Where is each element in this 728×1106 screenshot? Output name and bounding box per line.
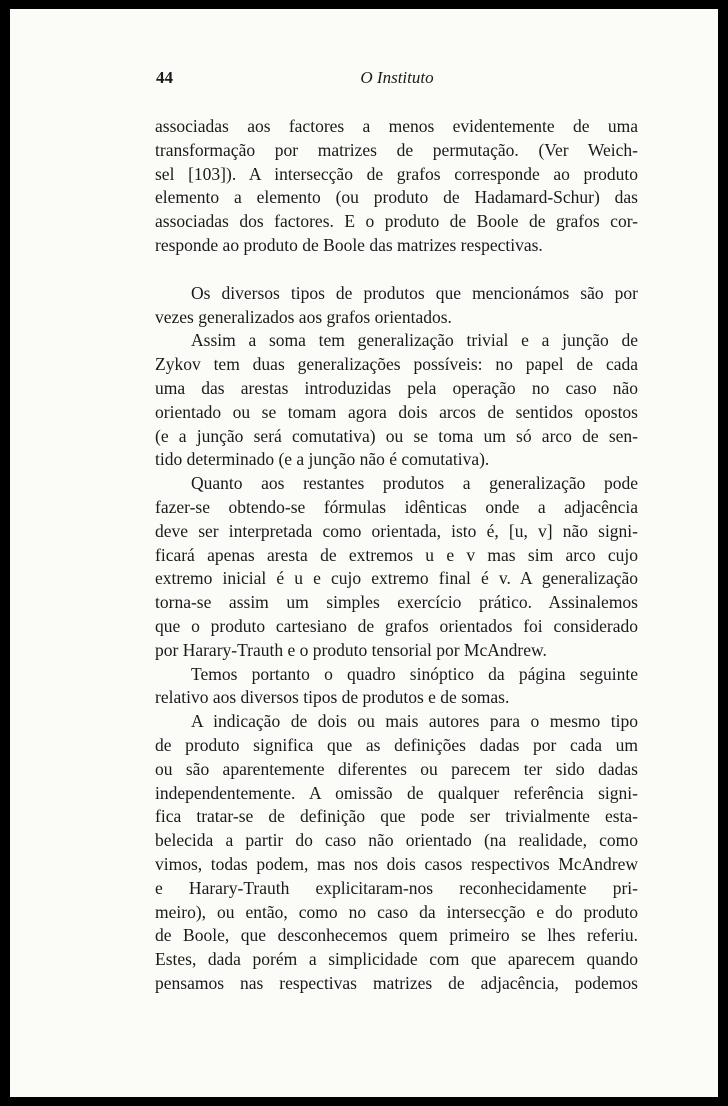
text-line: Os diversos tipos de produtos que mencionámos são por [191, 282, 638, 303]
text-line: associadas dos factores. E o produto de Boole de grafos cor- [155, 211, 638, 232]
page-number: 44 [156, 68, 173, 87]
text-line: sel [103]). A intersecção de grafos corresponde ao produto [155, 163, 638, 184]
body-text [155, 115, 638, 996]
text-line: uma das arestas introduzidas pela operação no caso não [155, 377, 638, 398]
text-line: relativo aos diversos tipos de produtos e de somas. [155, 687, 510, 708]
text-line: independentemente. A omissão de qualquer referência signi- [155, 782, 638, 803]
running-title: O Instituto [360, 68, 434, 87]
text-line: A indicação de dois ou mais autores para o mesmo tipo [191, 711, 638, 732]
text-line: elemento a elemento (ou produto de Hadamard-Schur) das [155, 187, 638, 208]
paragraph [155, 282, 638, 330]
page-header [156, 68, 638, 94]
text-line: transformação por matrizes de permutação. (Ver Weich- [155, 139, 638, 160]
text-line: Assim a soma tem generalização trivial e a junção de [191, 330, 638, 351]
text-line: por Harary-Trauth e o produto tensorial por McAndrew. [155, 639, 547, 660]
text-line: ou são aparentemente diferentes ou parecem ter sido dadas [155, 758, 638, 779]
text-line: Temos portanto o quadro sinóptico da página seguinte [191, 663, 638, 684]
text-line: (e a junção será comutativa) ou se toma um só arco de sen- [155, 425, 638, 446]
text-line: torna-se assim um simples exercício prático. Assinalemos [155, 592, 638, 613]
text-line: de Boole, que desconhecemos quem primeiro se lhes referiu. [155, 925, 638, 946]
text-line: ficará apenas aresta de extremos u e v mas sim arco cujo [155, 544, 638, 565]
text-line: meiro), ou então, como no caso da intersecção e do produto [155, 901, 638, 922]
text-line: responde ao produto de Boole das matrizes respectivas. [155, 234, 543, 255]
text-line: belecida a partir do caso não orientado (na realidade, como [155, 830, 638, 851]
text-line: pensamos nas respectivas matrizes de adjacência, podemos [155, 972, 638, 993]
text-line: Zykov tem duas generalizações possíveis: no papel de cada [155, 354, 638, 375]
text-line: Quanto aos restantes produtos a generalização pode [191, 473, 638, 494]
text-line: de produto significa que as definições dadas por cada um [155, 734, 638, 755]
text-line: vimos, todas podem, mas nos dois casos respectivos McAndrew [155, 853, 638, 874]
text-line: vezes generalizados aos grafos orientados. [155, 306, 452, 327]
paragraph [155, 329, 638, 472]
text-line: que o produto cartesiano de grafos orientados foi considerado [155, 615, 638, 636]
paragraph [155, 115, 638, 258]
paragraph [155, 663, 638, 711]
text-line: fazer-se obtendo-se fórmulas idênticas onde a adjacência [155, 496, 638, 517]
text-line: e Harary-Trauth explicitaram-nos reconhecidamente pri- [155, 877, 638, 898]
text-line: orientado ou se tomam agora dois arcos de sentidos opostos [155, 401, 638, 422]
text-line: Estes, dada porém a simplicidade com que aparecem quando [155, 949, 638, 970]
text-line: associadas aos factores a menos evidentemente de uma [155, 116, 638, 136]
paragraph [155, 710, 638, 996]
text-line: extremo inicial é u e cujo extremo final é v. A generalização [155, 568, 638, 589]
paragraph [155, 472, 638, 662]
text-line: tido determinado (e a junção não é comutativa). [155, 449, 490, 470]
paragraph-gap [155, 258, 638, 282]
text-line: fica tratar-se de definição que pode ser trivialmente esta- [155, 806, 638, 827]
text-line: deve ser interpretada como orientada, isto é, [u, v] não signi- [155, 520, 638, 541]
